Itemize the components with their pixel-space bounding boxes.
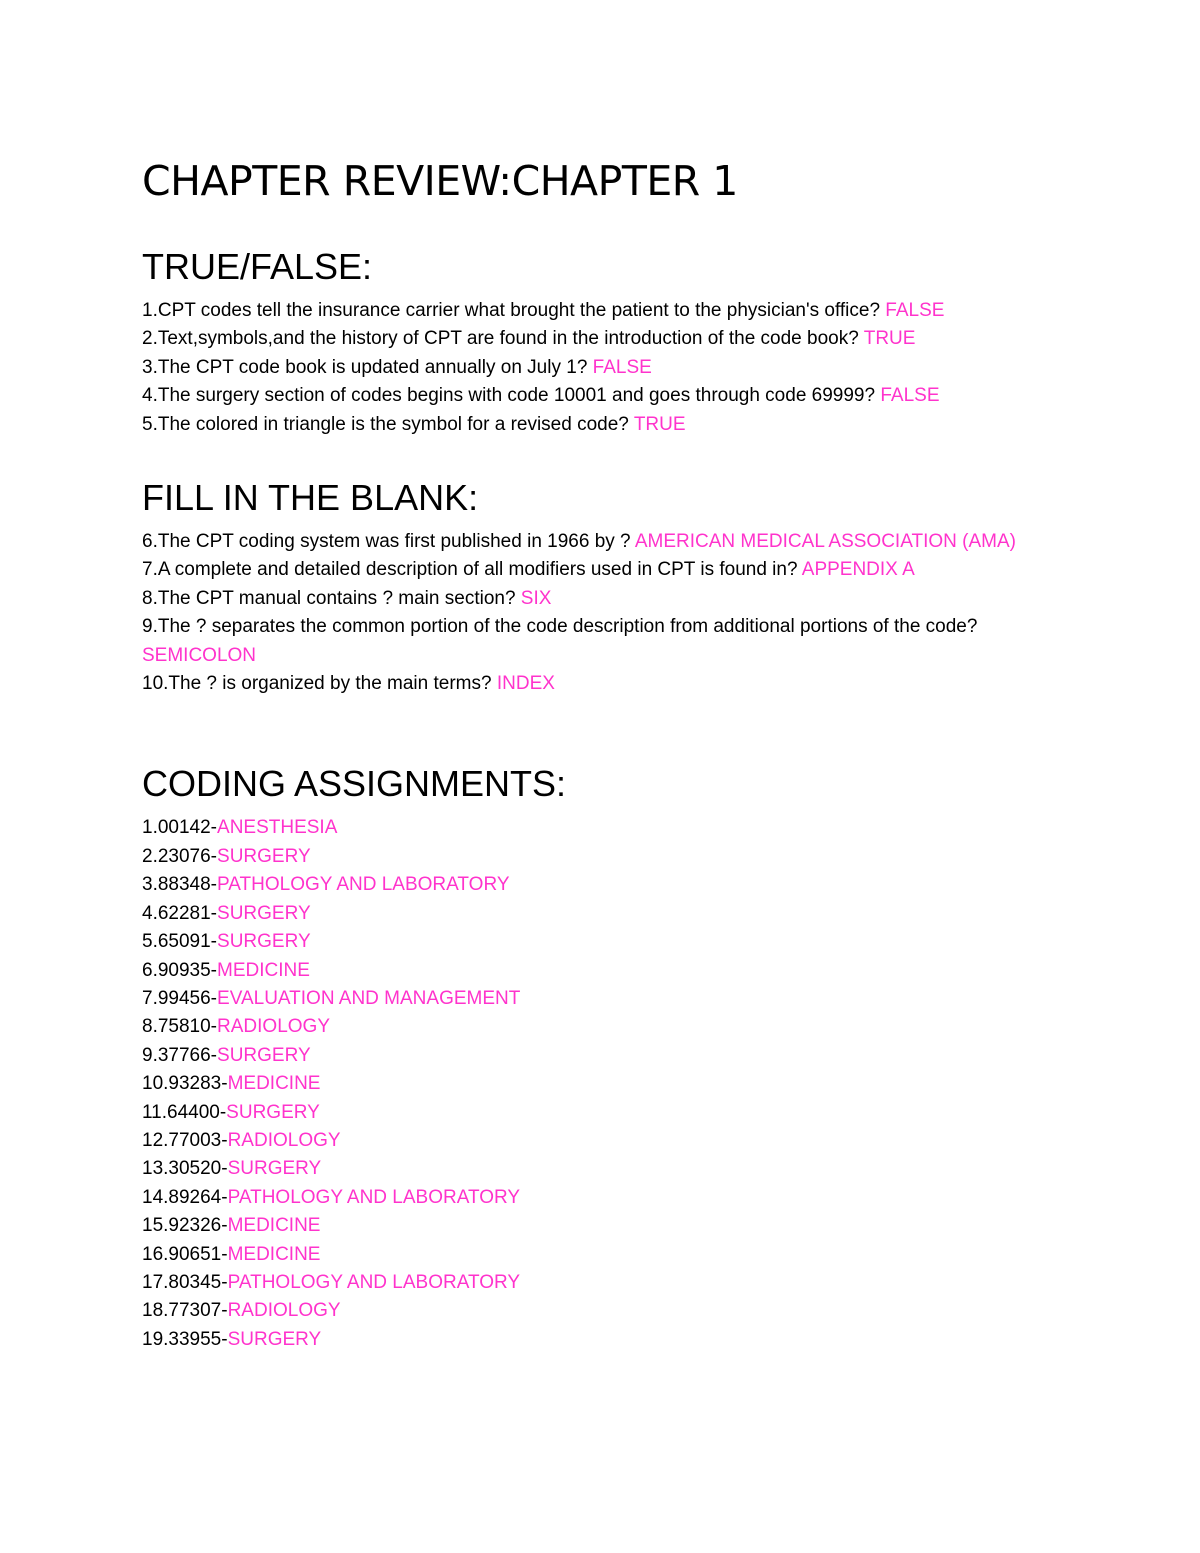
answer-text: SURGERY (217, 902, 311, 924)
list-item (142, 1155, 1072, 1183)
list-item (142, 670, 1072, 698)
answer-text: PATHOLOGY AND LABORATORY (227, 1271, 521, 1293)
question-text: 17.80345- (142, 1271, 228, 1293)
question-text: 2.23076- (142, 845, 218, 867)
list-item (142, 382, 1072, 410)
question-text: 6.The CPT coding system was first published in 1966 by ? (142, 531, 635, 553)
question-text: 11.64400- (142, 1101, 227, 1123)
question-text: 3.88348- (142, 874, 218, 896)
question-text: 18.77307- (142, 1300, 228, 1322)
question-text: 2.Text,symbols,and the history of CPT are found in the introduction of the code book? (142, 328, 864, 350)
answer-text: RADIOLOGY (217, 1016, 330, 1038)
question-text: 9.The ? separates the common portion of the code description from additional portions of the code? (142, 616, 978, 638)
question-text: 6.90935- (142, 959, 218, 981)
answer-text: PATHOLOGY AND LABORATORY (227, 1186, 521, 1208)
answer-text: TRUE (633, 413, 686, 435)
answer-text: RADIOLOGY (227, 1129, 341, 1151)
answer-text: SURGERY (217, 1044, 311, 1066)
fill-blank-heading: FILL IN THE BLANK: (142, 477, 479, 519)
list-item (142, 585, 1072, 613)
list-item (142, 354, 1072, 382)
list-item (142, 411, 1072, 439)
list-item (142, 985, 1072, 1013)
list-item (142, 556, 1072, 584)
question-text: 1.CPT codes tell the insurance carrier what brought the patient to the physician's office? (142, 300, 886, 321)
list-item (142, 1099, 1072, 1127)
question-text: 3.The CPT code book is updated annually on July 1? (142, 356, 593, 378)
list-item (142, 814, 1072, 842)
list-item (142, 297, 1072, 325)
question-text: 13.30520- (142, 1158, 228, 1180)
answer-text: TRUE (863, 328, 916, 350)
list-item (142, 843, 1072, 871)
list-item (142, 1241, 1072, 1269)
answer-text: EVALUATION AND MANAGEMENT (217, 987, 521, 1009)
coding-list (142, 814, 1072, 1354)
question-text: 10.93283- (142, 1073, 228, 1095)
list-item (142, 871, 1072, 899)
answer-text: SURGERY (217, 845, 311, 867)
question-text: 7.99456- (142, 987, 218, 1009)
answer-text: RADIOLOGY (227, 1300, 341, 1322)
question-text: 8.The CPT manual contains ? main section? (142, 587, 521, 609)
list-item (142, 1212, 1072, 1240)
answer-text: ANESTHESIA (217, 817, 338, 839)
question-text: 7.A complete and detailed description of all modifiers used in CPT is found in? (142, 559, 802, 581)
question-text: 15.92326- (142, 1215, 228, 1237)
question-text: 9.37766- (142, 1044, 218, 1066)
answer-text: MEDICINE (227, 1215, 321, 1237)
answer-text: APPENDIX A (801, 559, 915, 581)
answer-text: FALSE (885, 300, 945, 321)
list-item (142, 900, 1072, 928)
question-text: 1.00142- (142, 817, 218, 839)
true-false-list (142, 297, 1072, 439)
list-item (142, 1013, 1072, 1041)
answer-text: MEDICINE (227, 1073, 321, 1095)
answer-text: SURGERY (227, 1158, 322, 1180)
document-page (142, 150, 1072, 1354)
answer-text: SEMICOLON (142, 644, 257, 666)
list-item (142, 1127, 1072, 1155)
coding-heading: CODING ASSIGNMENTS: (142, 763, 567, 805)
list-item (142, 325, 1072, 353)
question-text: 5.65091- (142, 931, 218, 953)
question-text: 19.33955- (142, 1328, 228, 1350)
answer-text: SURGERY (227, 1328, 322, 1350)
answer-text: MEDICINE (217, 959, 310, 981)
answer-text: SURGERY (226, 1101, 320, 1123)
list-item (142, 957, 1072, 985)
list-item (142, 528, 1072, 556)
list-item (142, 1326, 1072, 1354)
question-text: 5.The colored in triangle is the symbol for a revised code? (142, 413, 634, 435)
question-text: 10.The ? is organized by the main terms? (142, 673, 497, 695)
question-text: 16.90651- (142, 1243, 228, 1265)
true-false-heading: TRUE/FALSE: (142, 246, 373, 287)
answer-text: FALSE (592, 356, 652, 378)
answer-text: SIX (520, 587, 552, 609)
list-item (142, 1070, 1072, 1098)
question-text: 12.77003- (142, 1129, 228, 1151)
answer-text: AMERICAN MEDICAL ASSOCIATION (AMA) (634, 531, 1016, 553)
question-text: 4.62281- (142, 902, 218, 924)
question-text: 14.89264- (142, 1186, 228, 1208)
page-title: CHAPTER REVIEW:CHAPTER 1 (142, 157, 738, 205)
list-item (142, 1042, 1072, 1070)
question-text: 4.The surgery section of codes begins with code 10001 and goes through code 69999? (142, 385, 881, 407)
question-text: 8.75810- (142, 1016, 218, 1038)
answer-text: FALSE (880, 385, 940, 407)
answer-text: SURGERY (217, 931, 311, 953)
list-item (142, 1269, 1072, 1297)
answer-text: INDEX (496, 673, 555, 695)
list-item (142, 613, 1072, 670)
answer-text: MEDICINE (227, 1243, 321, 1265)
list-item (142, 928, 1072, 956)
answer-text: PATHOLOGY AND LABORATORY (217, 874, 510, 896)
fill-blank-list (142, 528, 1072, 698)
list-item (142, 1297, 1072, 1325)
list-item (142, 1184, 1072, 1212)
